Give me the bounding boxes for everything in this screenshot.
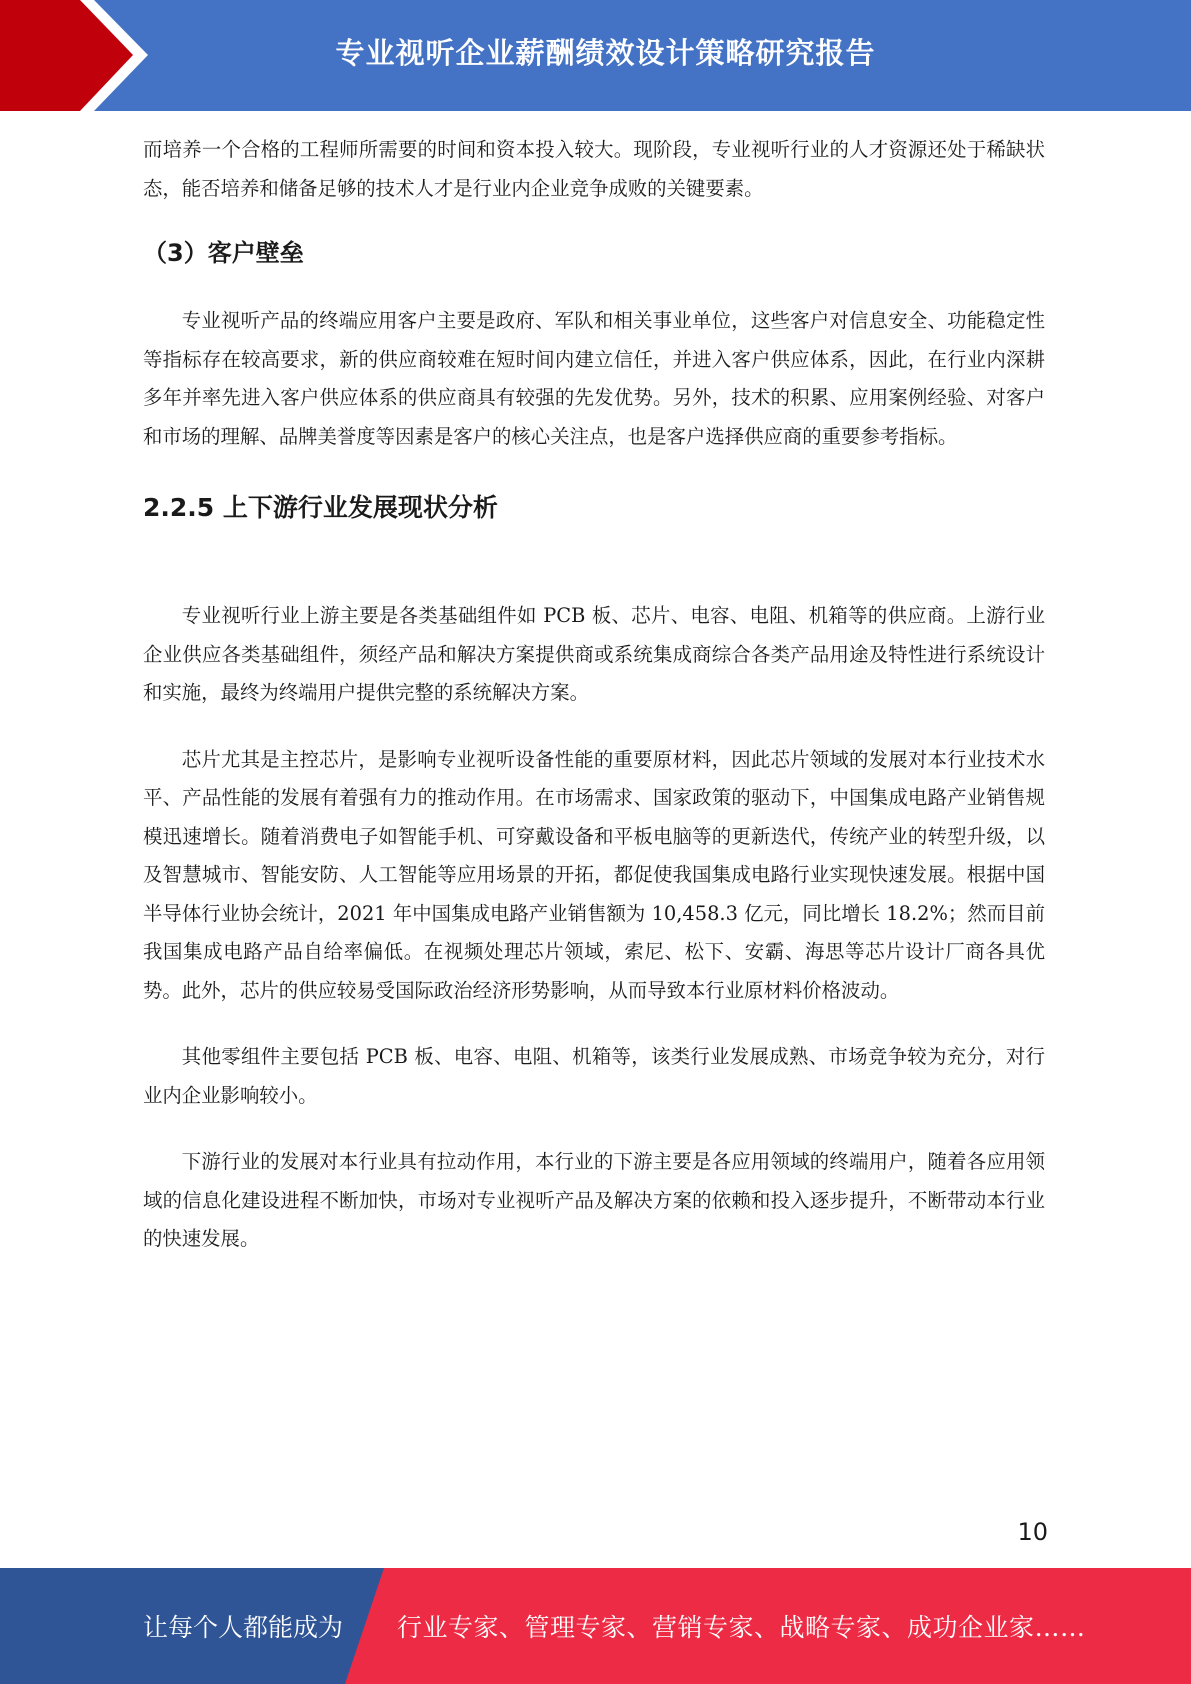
chip-paragraph: 芯片尤其是主控芯片，是影响专业视听设备性能的重要原材料，因此芯片领域的发展对本行业技术水平、产品性能的发展有着强有力的推动作用。在市场需求、国家政策的驱动下，中国集成电路产业销售规模迅速增长。随着消费电子如智能手机、可穿戴设备和平板电脑等的更新迭代，传统产业的转型升级，以及智慧城市、智能安防、人工智能等应用场景的开拓，都促使我国集成电路行业实现快速发展。根据中国半导体行业协会统计，2021 年中国集成电路产业销售额为 10,458.3 亿元，同比增长 18.2%；然而目前我国集成电路产品自给率偏低。在视频处理芯片领域，索尼、松下、安霸、海思等芯片设计厂商各具优势。此外，芯片的供应较易受国际政治经济形势影响，从而导致本行业原材料价格波动。 <box>143 747 1045 1002</box>
footer-roles: 行业专家、管理专家、营销专家、战略专家、成功企业家…… <box>397 1613 1086 1642</box>
intro-paragraph: 而培养一个合格的工程师所需要的时间和资本投入较大。现阶段，专业视听行业的人才资源还处于稀缺状态，能否培养和储备足够的技术人才是行业内企业竞争成败的关键要素。 <box>143 138 1045 200</box>
section-heading: 2.2.5 上下游行业发展现状分析 <box>143 493 498 522</box>
page-header <box>0 0 1191 111</box>
report-title: 专业视听企业薪酬绩效设计策略研究报告 <box>335 35 876 70</box>
header-chevron-decoration <box>0 0 160 111</box>
customer-barrier-heading: （3）客户壁垒 <box>143 239 304 267</box>
footer-slogan: 让每个人都能成为 <box>143 1613 344 1642</box>
page-footer <box>0 1568 1191 1684</box>
customer-barrier-paragraph: 专业视听产品的终端应用客户主要是政府、军队和相关事业单位，这些客户对信息安全、功能稳定性等指标存在较高要求，新的供应商较难在短时间内建立信任，并进入客户供应体系，因此，在行业内深耕多年并率先进入客户供应体系的供应商具有较强的先发优势。另外，技术的积累、应用案例经验、对客户和市场的理解、品牌美誉度等因素是客户的核心关注点，也是客户选择供应商的重要参考指标。 <box>143 309 1045 448</box>
page-number: 10 <box>1017 1518 1048 1546</box>
other-components-paragraph: 其他零组件主要包括 PCB 板、电容、电阻、机箱等，该类行业发展成熟、市场竞争较为充分，对行业内企业影响较小。 <box>143 1045 1045 1107</box>
document-body <box>143 131 1045 1259</box>
upstream-paragraph: 专业视听行业上游主要是各类基础组件如 PCB 板、芯片、电容、电阻、机箱等的供应商。上游行业企业供应各类基础组件，须经产品和解决方案提供商或系统集成商综合各类产品用途及特性进行系统设计和实施，最终为终端用户提供完整的系统解决方案。 <box>143 604 1045 704</box>
downstream-paragraph: 下游行业的发展对本行业具有拉动作用，本行业的下游主要是各应用领域的终端用户，随着各应用领域的信息化建设进程不断加快，市场对专业视听产品及解决方案的依赖和投入逐步提升，不断带动本行业的快速发展。 <box>143 1150 1045 1250</box>
